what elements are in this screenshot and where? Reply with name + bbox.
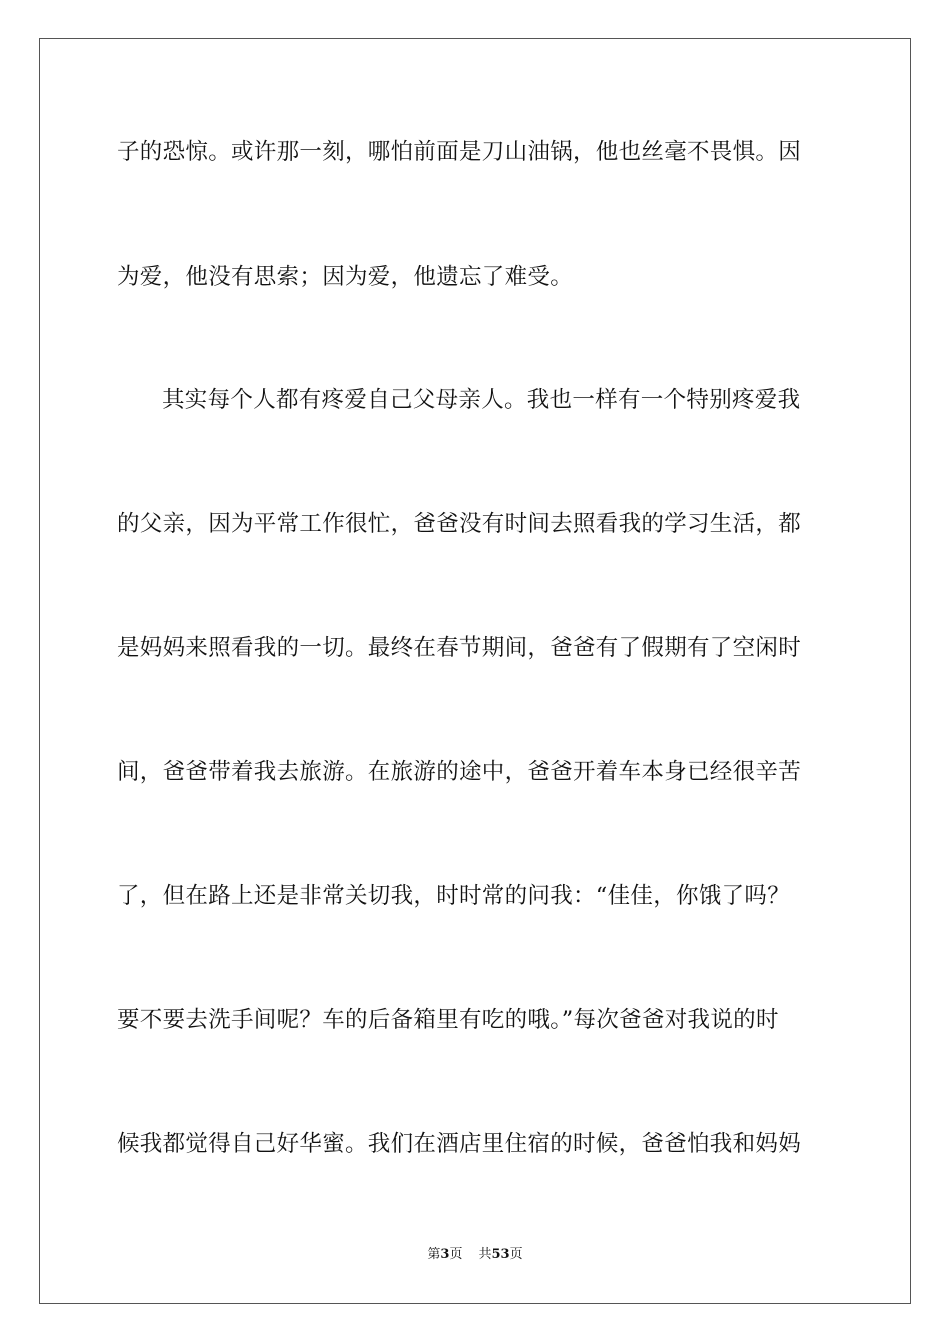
page-footer [0,1246,950,1264]
body-line-4: 的父亲，因为平常工作很忙，爸爸没有时间去照看我的学习生活，都 [117,511,802,537]
body-line-8: 要不要去洗手间呢？车的后备箱里有吃的哦。”每次爸爸对我说的时 [117,1007,779,1033]
body-line-1: 子的恐惊。或许那一刻，哪怕前面是刀山油锅，他也丝毫不畏惧。因 [117,139,802,165]
total-prefix: 共 [478,1247,492,1262]
total-pages: 53 [491,1247,510,1262]
body-line-6: 间，爸爸带着我去旅游。在旅游的途中，爸爸开着车本身已经很辛苦 [117,759,802,785]
total-suffix: 页 [509,1247,523,1262]
page-border [39,38,911,1304]
body-line-9: 候我都觉得自己好华蜜。我们在酒店里住宿的时候，爸爸怕我和妈妈 [117,1131,802,1157]
body-line-5: 是妈妈来照看我的一切。最终在春节期间，爸爸有了假期有了空闲时 [117,635,802,661]
page-prefix: 第 [427,1247,441,1262]
page-suffix: 页 [449,1247,463,1262]
body-line-2: 为爱，他没有思索；因为爱，他遗忘了难受。 [117,264,574,290]
body-line-3: 其实每个人都有疼爱自己父母亲人。我也一样有一个特别疼爱我 [162,387,801,413]
page-number: 3 [440,1247,450,1262]
body-line-7: 了，但在路上还是非常关切我，时时常的问我：“佳佳，你饿了吗？ [117,883,791,909]
